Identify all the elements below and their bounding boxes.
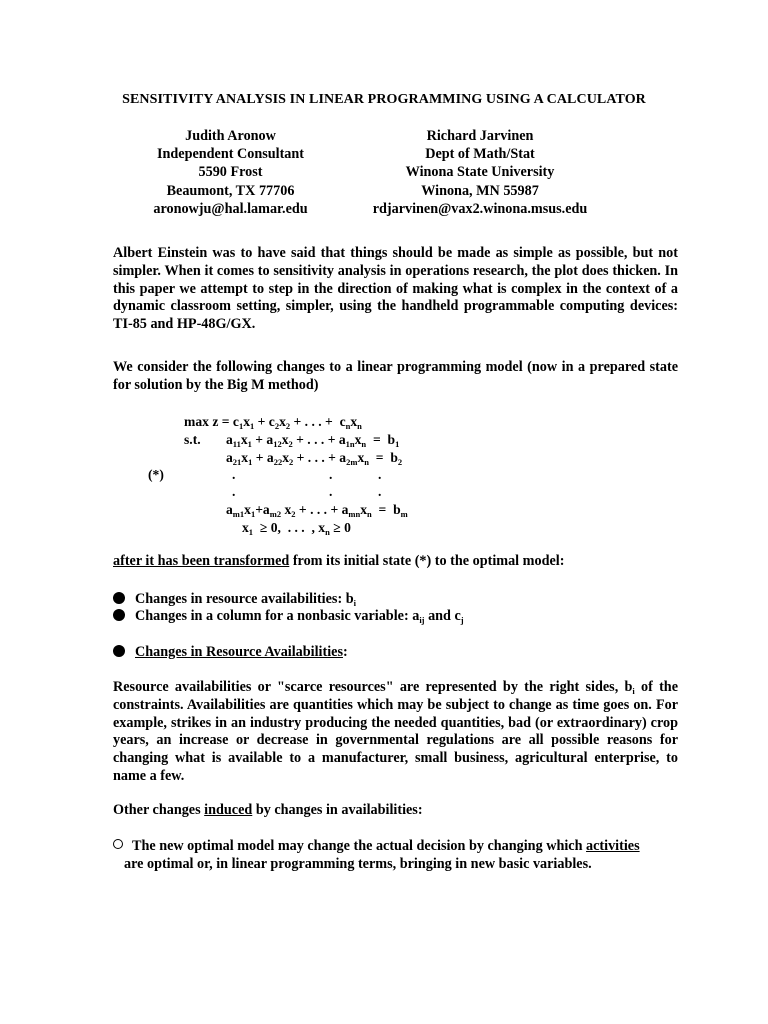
ellipsis-dot: . xyxy=(378,467,382,482)
author-city: Winona, MN 55987 xyxy=(421,182,539,199)
author-street: Winona State University xyxy=(405,164,555,181)
resource-paragraph: Resource availabilities or "scarce resources" are represented by the right sides, $b_i$ of the constraints. Availabilities are quantities which may be subject to change as time goes on. For example, strikes in an industry producing the needed quantities, bad (or extraordinary) crop years, an increase or decrease in governmental regulations are all possible reasons for changing what is available to a manufacturer, small business, agricultural enterprise, to name a few. xyxy=(113,679,678,784)
sub-bullet-line-1: The new optimal model may change the actual decision by changing which activities xyxy=(113,838,640,855)
author-email: aronowju@hal.lamar.edu xyxy=(153,200,308,217)
ellipsis-dot: . xyxy=(232,484,236,499)
hollow-bullet-icon xyxy=(113,839,123,849)
transform-sentence: after it has been transformed from its initial state (*) to the optimal model: xyxy=(113,553,565,569)
section-heading: Changes in Resource Availabilities: xyxy=(113,643,348,661)
author-affiliation: Dept of Math/Stat xyxy=(425,146,535,163)
author-street: 5590 Frost xyxy=(198,164,263,181)
other-changes-line: Other changes induced by changes in availabilities: xyxy=(113,802,423,818)
constraint-label: s.t. xyxy=(184,432,201,447)
author-name: Judith Aronow xyxy=(185,128,276,144)
author-affiliation: Independent Consultant xyxy=(156,146,305,163)
bullet-dot-icon xyxy=(113,609,125,621)
ellipsis-dot: . xyxy=(232,467,236,482)
ellipsis-dot: . xyxy=(329,467,333,482)
author-city: Beaumont, TX 77706 xyxy=(166,182,295,199)
model-paragraph: We consider the following changes to a linear programming model (now in a prepared state for solution by the Big M method) xyxy=(113,359,678,393)
bullet-dot-icon xyxy=(113,592,125,604)
paper-title: SENSITIVITY ANALYSIS IN LINEAR PROGRAMMING USING A CALCULATOR xyxy=(122,92,646,107)
author-block-1 xyxy=(118,127,343,218)
model-tag: (*) xyxy=(148,467,164,482)
objective-function: $\max z = c_1x_1 + c_2x_2$ + . . . + $c_nx_n$ xyxy=(184,414,362,431)
author-block-2 xyxy=(340,127,620,218)
nonnegativity: $x_1 \ge 0$, . . . , $x_n \ge 0$ xyxy=(242,520,351,537)
author-name: Richard Jarvinen xyxy=(426,128,534,144)
author-email: rdjarvinen@vax2.winona.msus.edu xyxy=(372,200,588,217)
ellipsis-dot: . xyxy=(329,484,333,499)
constraint-2: $a_{21}x_1 + a_{22}x_2$ + . . . + $a_{2m}x_n = b_2$ xyxy=(226,450,403,467)
constraint-m: $a_{m1}x_1+a_{m2}$ $x_2$ + . . . + $a_{mn}x_n = b_m$ xyxy=(226,502,408,519)
constraint-1: $a_{11}x_1 + a_{12}x_2$ + . . . + $a_{1n}x_n = b_1$ xyxy=(226,432,400,449)
ellipsis-dot: . xyxy=(378,484,382,499)
sub-bullet-line-2: are optimal or, in linear programming terms, bringing in new basic variables. xyxy=(124,856,592,872)
intro-paragraph: Albert Einstein was to have said that things should be made as simple as possible, but not simpler. When it comes to sensitivity analysis in operations research, the plot does thicken. In this paper we attempt to step in the direction of making what is complex in the context of a dynamic classroom setting, simpler, using the handheld programmable computing devices: TI-85 and HP-48G/GX. xyxy=(113,245,678,333)
bullet-dot-icon xyxy=(113,645,125,657)
bullet-item-column: Changes in a column for a nonbasic variable: $a_{ij}$ and $c_j$ xyxy=(113,607,464,625)
bullet-item-resources: Changes in resource availabilities: $b_i$ xyxy=(113,590,356,608)
